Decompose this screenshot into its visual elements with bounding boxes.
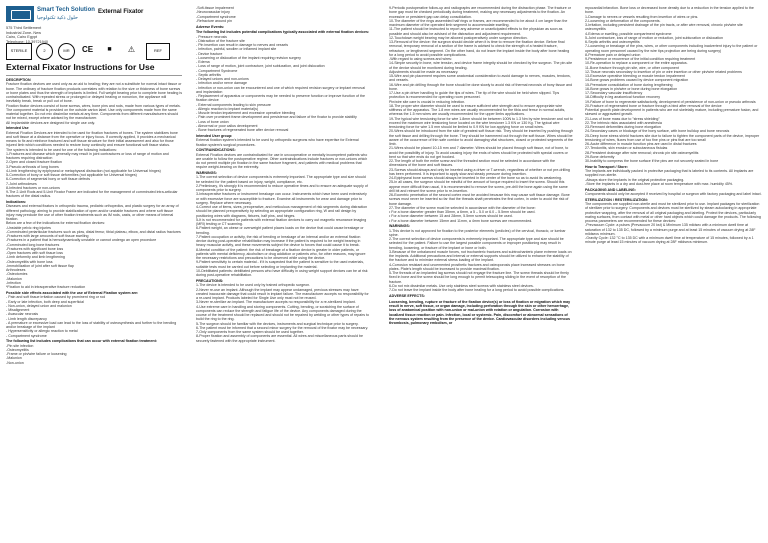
label-symbols	[6, 43, 182, 59]
paragraph: -Always store the implants in the original protective packaging.	[585, 177, 685, 182]
paragraph: 16-Wire and pin drilling through the bone should be done slowly to avoid risk of thermal necrosis of bony tissue and bone.	[389, 82, 573, 91]
divider	[6, 75, 182, 76]
paragraph: 5-The threads of an implanted lag screws should not engage the fracture line. The screw threads should be firmly fixed in bone and the screw should be long enough to permit telescoping sliding in the event of resorption of the fracture.	[389, 271, 570, 284]
paragraph: Fixation fixator devices consist of bone screws, wires, bone pins and rods, made from various types of metals. The component material is provided on the outside carton label. Use only components made from the same material together. Do not mix dissimilar metals at any time. Components from different manufacturers should not be mixed, except where advised by the manufacturer.	[6, 103, 182, 121]
paragraph: The components are supplied non-sterile and must be sterilized prior to use. Implant packages for sterilization of sterilizer prior to surgery. Components and devices must be sterilized by steam autoclaving in appropriate protective wrapping, after the removal of all original packaging and labeling. Protect the devices, particularly mating surfaces, from contact with metal or other hard objects which could damage the products. The following process parameters are recommended for these devices:	[585, 202, 762, 224]
paragraph: myocardial infarction. Bone loss or decreased bone density due to a reduction in the tension applied to the bone.	[585, 6, 755, 15]
paragraph: -Frame or pin/wire failure or loosening	[6, 352, 67, 357]
document-title: External Fixator Instructions for Use	[6, 62, 155, 72]
section-heading: How to Transport / Store:	[585, 164, 628, 169]
paragraph: -Limb deformity and limb lengthening	[6, 255, 65, 260]
paragraph: External Fixation devices are contraindicated for use in uncooperative or mentally incompetent patients who are unable to follow the postoperative regime. Other contraindications include fractures or non-unions which do not permit multiple pin fixation in the same fracture fragment, and patients with medical problems that require weight-bearing on the extremity.	[196, 152, 369, 170]
document-header	[6, 6, 182, 60]
section-heading: PACKAGING AND LABELING:	[585, 187, 636, 192]
paragraph: 6-The patient must be informed that a second minor surgery for the removal of the fixator may be necessary.	[196, 325, 369, 330]
paragraph: 3-Intraoperative fractures or instrument breakage can occur. Instruments which have been used extensively or with excessive force are susceptible to fracture. Examine all instruments for wear and damage prior to surgery. Replace where necessary.	[196, 192, 368, 205]
paragraph: 19-Failure of bone to regenerate satisfactorily, development of persistence of non-union or pseudo arthrosis	[585, 99, 756, 104]
section-heading: WARNINGS:	[389, 224, 410, 229]
paragraph: 18-Difficulty in leg anatomical function recovery	[585, 95, 661, 100]
paragraph: 4-Limb lengthening by epiphyseal or metaphyseal distraction (not applicable for Universal hinges)	[6, 168, 161, 173]
paragraph: -Fractures with significant bone loss	[6, 246, 64, 251]
mr-unsafe-symbol-icon: MR	[58, 43, 75, 60]
paragraph: 20-Wires should be introduced from the side of greatest soft tissue risk. They should be inserted by pushing through the soft tissue and drilling through the bone. They should be hammered out through the soft tissue. Wires should be aware of the occurrence of thin safe corridor to avoid damaging vital structures, closed or protected segments of the limb.	[389, 129, 575, 146]
paragraph: - Pin insertion can result in damage to nerves and vessels	[196, 43, 289, 48]
paragraph: 15-Premature consolidation of bone during lengthening	[585, 82, 673, 87]
paragraph: 7-Patient occupation or activity, the risk of bending or breakage of an internal and/or an external fixation device during post-operative rehabilitation may increase if the patient is required to be weight bearing in heavy muscular activity, and these movements subject the device to forces that could cause it to break.	[196, 234, 362, 248]
paragraph: - Pain over prominent frame development and persistence and failure of the fixator to provide stability	[196, 115, 357, 120]
paragraph: 26-Eccentric penetration of the second cortex must be avoided because this may cause soft tissue damage. Bone screws must never be inserted so far that the threads shaft penetrates the first cortex, in order to avoid the risk of bone damage.	[389, 193, 571, 206]
paragraph: -Non-union	[6, 360, 24, 365]
ref-symbol-icon: REF	[146, 43, 170, 60]
paragraph: -Infection	[6, 280, 21, 285]
paragraph: - A premature or excessive load can lead to the loss of stability of osteosynthesis and further to the bending and/or breakage of the implant	[6, 320, 178, 330]
paragraph: -Osteotomies	[6, 272, 28, 277]
section-heading: DESCRIPTION	[6, 78, 31, 82]
paragraph: The implants are individually packed in protective packaging that is labeled to its contents. All implants are supplied non-sterile.	[585, 169, 755, 178]
paragraph: -Neurovascular injury	[196, 10, 230, 15]
paragraph: External Fixation Devices are intended to be used for fixation fractures of bones. The system stabilizes bone and soft tissue at a distance from the operative or injury focus. If correctly applied, it provides a mechanical means to fix and reinforce fractured and soft tissue structure for their initial assessment and also for those injured limb which conditions needed to restore bony continuity and ensure functional soft tissue status.	[6, 130, 179, 148]
paragraph: 14-Simple security in bone, wire tension, and device frame integrity should be checked by the surgeon. The pin-site of the device should be monitored during healing.	[389, 61, 574, 70]
paragraph: -Compartment syndrome	[196, 14, 236, 19]
paragraph: 10-Re-operation to replace a component or the entire apparatus.	[585, 61, 688, 66]
section-heading: Intended Use	[6, 126, 29, 131]
paragraph: Fracture fixation devices are used only as an aid to healing; they are not a substitute for normal intact tissue or bone. The ordinary of fracture fixation products correlates with relation to the size or thickness of bone screws or bone plates and thus the strength of implants is limited. Full weight bearing prior to complete bone healing is contraindicated. With repeated stress or prolonged or delayed healing or nonunion, the appliance will inevitably break, break or pull out of bone.	[6, 82, 183, 104]
paragraph: 22-The length of both the entire screw and the threaded section must be selected in accordance with the dimensions of the bone and soft tissues.	[389, 159, 557, 168]
paragraph: All implantable devices are designed for single use only.	[6, 120, 96, 125]
paragraph: 4-Use extreme care in handling and storing components. Cutting, bending, or scratching the surface of components can reduce the strength and fatigue life of the device. Any components damaged during the course of the treatment should be replaced and should not be repaired by welding or other types of repairs to build the ring to the ring.	[196, 304, 371, 322]
paragraph: 9-Patient sensitivity to certain material - if it is suspected that the patient is sensitive to the used materials, suitable tests must be carried out before selecting or implanting the material.	[196, 260, 365, 269]
paragraph: 18-The proper wire diameter should be used to ensure sufficient wire strength and to ensure appropriate wire stiffness of the apparatus. The 1.8 mm wires are usually recommended for the tibia and femur in normal adults, whereas the 1.5 mm wires are usually recommended for the upper limbs applications.	[389, 103, 567, 117]
paragraph: 29-Bone deformity	[585, 154, 615, 159]
address-line: 575 Third Settlement	[6, 26, 42, 30]
paragraph: 2-Open and closed fracture fixation	[6, 160, 62, 165]
paragraph: 25-In all cases, the surgeon should be mindful of the amount of torque required to insert the screw. Should this appear more difficult than usual, it is recommended to remove the screw, pre-drill the bone again using the same drill bit and reinsert the screw prior to re-insertion.	[389, 180, 569, 193]
paragraph: 27-The diameter of the screw must be selected in accordance with the diameter of the bone:	[389, 205, 536, 210]
section-heading: Indications:	[6, 200, 27, 205]
paragraph: 16-Bone grows in pin/wire or bone during bone elongation	[585, 86, 678, 91]
paragraph: Potential growth plate development in patients who are not skeletally mature, including premature fusion, and skewed or aggravated growth.	[585, 108, 760, 117]
paragraph: 19-The typical wire tensioning force for wire 1.8mm should be between 100N to 1.3 Nm by wire tensioner and not to exceed the maximum wire tensioning force located on the wire tensioner 1.3 KN or 130 Kg. The typical wire tensioning force for wire 1.5 mm should be limited to 0.9 KN for low applying force on small wires.	[389, 116, 574, 129]
paragraph: -Comminuted periarticular fractures such as plow, distal femur, tibial plateau, elbow, and distal radius fractures	[6, 229, 181, 234]
paragraph: 4-Correct use of items, sizes, preoperative, and meticulous management of risk segments during distraction should be planned preoperatively by selecting an appropriate configuration ring, W and rail design by positioning wires with diagrams, fixtures, half pins, and hinges.	[196, 205, 369, 218]
paragraph: 5-It is not recommended for patients with external fixation devices to carry out magnetic resonance imaging (MRI) testing or CT scanning.	[196, 217, 368, 227]
paragraph: - Infection or non-union can be encountered and one of which required revision surgery or implant removal and implantation	[196, 85, 367, 94]
paragraph: Arthrodeses	[6, 268, 26, 273]
paragraph: 14-Bone grows problems caused by device component migration	[585, 78, 689, 83]
paragraph: 2-Preliminary, it's strongly it is recommended to reduce operative times and to ensure an adequate supply of components prior to surgery.	[196, 183, 369, 193]
paragraph: - Device fracture	[196, 51, 223, 56]
paragraph: 7-Do not leave the implant inside the body after bone healing for a long period to avoid possible complications.	[389, 288, 565, 293]
section-heading: STERILIZATION / RESTERILIZATION:	[585, 197, 648, 202]
paragraph: Adjustments should be made as necessary.	[389, 69, 459, 74]
column-2	[196, 6, 370, 540]
paragraph: - Abnormal or poor callus development	[196, 123, 258, 128]
paragraph: - Pressure necrosis	[196, 34, 227, 39]
paragraph: - Edema	[196, 60, 210, 65]
section-heading: ADVERSE EFFECTS:	[389, 293, 425, 298]
column-3	[389, 6, 574, 540]
paragraph: 4-Edema or swelling, possible compartment syndrome	[585, 31, 672, 36]
section-heading: PRECAUTIONS:	[196, 279, 224, 284]
paragraph: 17-Secondary vascular insufficiency	[585, 91, 643, 95]
paragraph: - Allergic reaction to implant material(s)	[196, 106, 259, 111]
company-name-arabic: حلول ذكية تكنولوجيا	[37, 15, 79, 21]
paragraph: -Fractures in a patient that is hemodynamically unstable or cannot undergo an open procedure	[6, 238, 157, 243]
section-heading: The following list includes complications that can occur with external fixation treatment:	[6, 339, 157, 344]
paragraph: - Non-union, delayed union and malunion	[6, 303, 72, 308]
paragraph: -Soft-tissue impalement	[196, 6, 234, 10]
caution-icon: ⚠	[127, 45, 136, 55]
paragraph: 30-Inability to compress the bone surface if the pins are not securely seated in bone	[585, 159, 719, 163]
paragraph: - Avascular necrosis	[6, 312, 39, 317]
paragraph: - Early or late infection, both deep and superficial	[6, 299, 84, 304]
paragraph: 8-Proper fixation and assembly of components are essential. All wires and miscellaneous parts should be securely fastened with the appropriate instrument.	[196, 334, 364, 343]
section-heading: WARNINGS:	[196, 171, 217, 176]
paragraph: 7-Joint arthrodeses	[6, 181, 37, 186]
paragraph: 23-Screws should always and only be inserted using a driver or T-wrench, regardless of whether or not pre-drilling has been performed. It is important to apply slow and steady pressure during insertion.	[389, 167, 571, 176]
paragraph: 5-The surgeon should be familiar with the devices, instruments and surgical technique prior to surgery.	[196, 321, 359, 326]
paragraph: - Delayed unions and non-unions	[196, 77, 249, 82]
paragraph: 20-Fracture of regenerated bone or fracture through a bind after removal of the device	[585, 103, 722, 108]
paragraph: 21-Loss of bone mass due to "stress shielding"	[585, 116, 660, 121]
paragraph: 13-Excessive operative bleeding or muscle tendon impalement	[585, 74, 685, 78]
paragraph: The system is intended to be used for one of the following indications:	[6, 147, 117, 152]
paragraph: 9-Periodic postoperative follow-up and radiographs are recommended during the distraction phase. The fracture or bone gap must be checked periodically during treatment, making any necessary adjustments to the fixation. An excessive or persistent gap can delay consolidation.	[389, 6, 572, 19]
paragraph: 3-Pseudo arthrosis of long bones	[6, 164, 59, 169]
paragraph: 12-Tissue necrosis secondary to insertion of pin or wire insertion or other pin/wire related problems	[585, 69, 742, 74]
paragraph: - Hypersensitivity or allergic reaction to metal	[6, 329, 78, 334]
paragraph: 1-This device is not approved for fixation to the posterior elements (pedicles) of the cervical, thoracic, or lumbar spine.	[389, 228, 567, 237]
paragraph: - Loosening or dislocation of the implant requiring revision surgery	[196, 55, 301, 60]
paragraph: 8-Premature pain or delayed union	[585, 52, 641, 57]
paragraph: - Loss of range of motion, joint contracture, joint subluxation, and joint dislocation	[196, 64, 325, 69]
paragraph: External fixation system's intended to be used by orthopedic surgeons who have expertise for External fixation system's surgical procedures.	[196, 138, 360, 147]
paragraph: 2-The correct selection of device components is extremely important. The appropriate type and size should be selected for the patient. Failure to use the largest possible components or improper positioning may result in bending, loosening, or fracture of the implant or bone or both.	[389, 237, 565, 250]
paragraph: 1-The correct selection of device components is extremely important. The appropriate type and size should be selected for the patient based on injury, weight, compliance, etc.	[196, 175, 367, 184]
paragraph: -Refracture around pin	[196, 18, 232, 23]
address-line: Industrial Zone- New	[6, 30, 42, 35]
paragraph: - Loss of bone union	[196, 119, 229, 124]
paragraph: 6-Correction of segmental bony or soft tissue defects	[6, 177, 91, 182]
paragraph: 2-Loosening or deformation of the components.	[585, 18, 661, 23]
paragraph: 9-Persistence or recurrence of the initial condition requiring treatment	[585, 57, 696, 61]
paragraph: - Replacement of apparatus or components may be needed to preserve function or improve function of the fixation device	[196, 94, 367, 103]
paragraph: 11-The patient should be instructed to report any adverse or unanticipated effects to the physician as soon as possible and should also be advised of the distraction and adjustment requirement.	[389, 27, 564, 36]
paragraph: 9-The 2-Unit Rods and 5-Unit Fixator Frame are indicated for the management of comminuted intra-articular fractures of the distal radius.	[6, 190, 179, 199]
paragraph: *Fixation to aid in intraoperative fracture reduction	[6, 285, 86, 290]
section-heading: The following list includes potential complications typically associated with external fixation devices:	[196, 30, 370, 35]
paragraph: 1-Damage to nerves or vessels resulting from insertion of wires or pins.	[585, 14, 699, 19]
section-heading: Possible side effects associated with the use of External Fixation system are:	[6, 291, 139, 296]
paragraph: 2-Never re-use an implant. Although the implant may appear undamaged, previous stresses may have created inaccurate damage that could result in implant failure. The manufacturer accepts no responsibility for a re-used implant. Products labeled for Single Use only must not be reused.	[196, 287, 370, 301]
paragraph: 28-Persistent drainage after wire removal; chronic pin site osteomyelitis	[585, 150, 699, 155]
company-logo-icon	[6, 6, 34, 22]
sterile-symbol-icon: STERILE	[6, 43, 32, 60]
paragraph: 15-Wire and pin placement requires some anatomical consideration to avoid damage to nerves, muscles, tendons, and vessels.	[389, 74, 572, 83]
paragraph: - Infection, painful, swollen or inflamed implant site	[196, 47, 277, 52]
company-name: Smart Tech Solution	[37, 7, 95, 13]
paragraph: 3-Never re-sterilize an implant. The manufacturer accepts no responsibility for a re-sterilized implant.	[196, 300, 356, 305]
paragraph: - Bone fractures of regenerated bone after device removal	[196, 128, 289, 133]
paragraph: 3-Because of the unbalanced muscle forces, not trochanteric fractures and subtrochanteric plane extreme loads on the implants. Additional precautions and internal or external supports should be utilized to enhance the stability of the fracture and to minimize external stress loading of the implant.	[389, 249, 573, 263]
paragraph: -Malunion	[6, 356, 22, 361]
paragraph: -Fractures with large amounts of soft tissue swelling	[6, 234, 89, 239]
paragraph: -Store the implants in a dry and dust-free place at room temperature with max. humidity 45%.	[585, 181, 734, 186]
paragraph: - Limb length discrepancy	[6, 316, 47, 321]
paragraph: 8-Infected fractures or non-unions	[6, 185, 60, 190]
paragraph: - Infection and/or nerve damage	[196, 81, 247, 86]
paragraph: - Compartment syndrome	[6, 333, 47, 338]
paragraph: - Septic arthritis	[196, 72, 221, 77]
paragraph: 27-Tendonitis, skin erosion or subcutaneous fistulas	[585, 146, 668, 151]
paragraph: 7-Only components from the same system should be used together.	[196, 330, 304, 335]
paragraph: Pin/wire site care is crucial in reducing infection.	[389, 99, 466, 104]
paragraph: 22-The intrinsic risks associated with anesthesia	[585, 120, 662, 125]
paragraph: Diseases and external fixators in orthopedic trauma, pediatric orthopedics, and plastic surgery for an array of different pathology, aiming to provide stabilization of open and/or unstable fractures and where soft tissue injury may preclude the use of other fixation treatments such as IM rods, casts, or other means of internal fixation.	[6, 204, 180, 222]
paragraph: 6-Patient weight, an obese or overweight patient places loads on the device that could cause breakage or bending.	[196, 226, 365, 235]
paragraph: 4-Corrosion resistant and uncemented prosthetic fractures and osteoporosis place increased stresses on bone plates. Plate's length should be increased to provide maximal fixation.	[389, 262, 566, 271]
paragraph: - Pain and soft tissue irritation caused by prominent ring or rod	[6, 295, 106, 300]
paragraph: 6-Do not mix dissimilar metals. Use only stainless steel screws with stainless steel devices.	[389, 283, 534, 288]
paragraph: 24-Secondary cases or blockage of the bony surface, with bone buildup and bone necrosis	[585, 129, 730, 134]
paragraph: -Unstable pelvic ring injuries	[6, 225, 51, 230]
column-4	[585, 6, 763, 540]
single-use-symbol-icon: 2	[36, 43, 53, 60]
product-name: External Fixator	[98, 9, 144, 15]
paragraph: 1-Fractures and disease which generally may result in joint contractures or loss of range of motion and fractures requiring distraction	[6, 151, 170, 161]
section-heading: Loosening, bending, rupture or fracture of the fixation device(s) or loss of fixation or migration which may result in nerve, soft tissue, or organ damage, including perforation through the skin or other hemorrhage, loss of anatomical position with non-union or mal-union with rotation or angulation. Corrosion with localized tissue reaction or pain. Infection, local or systemic. Pain, discomfort or abnormal sensations of the nervous system resulting from the presence of the device. Cardiovascular disorders including venous thrombosis, pulmonary embolism, or	[389, 299, 572, 326]
paragraph: -Gravity Cycle: 132 °C to 135 DC with a minimum dwell time at temperature of 15 minutes, followed by a 1 minute purge at least 15 minutes of vacuum drying at 28F mildsecs minimum.	[585, 236, 755, 245]
paragraph: 25-Deep bone stress shield fractures site due to failure to tighten the component parts of the device, improper tensioning of wires, fluxes from use of too fine pins or pins that are too small	[585, 133, 761, 142]
paragraph: - Compartment Syndrome	[196, 68, 238, 73]
column-1-text	[6, 78, 182, 365]
manufacturer-icon: ■	[107, 46, 112, 54]
paragraph: 5-Joint contracture, loss of range of motion or reduction, joint subluxation or dislocation	[585, 35, 724, 40]
paragraph: 7-Loosening or breakage of the pins, wires, or other components including inadvertent injury to the patient or operating room personnel caused by the wire tips projection are being during surgery)	[585, 44, 759, 53]
paragraph: -Malunion	[6, 276, 22, 281]
address-line: Telephone: 10-39721940	[6, 39, 49, 44]
paragraph: 10-The diameter of the rings assembled half rings or frames, are recommended to be about 4 cm larger than the maximum diameter of the operated limb segment to accommodate swelling.	[389, 18, 569, 27]
section-heading: Intended User group:	[196, 134, 233, 139]
paragraph: - External components leading to skin pressure	[196, 102, 271, 107]
paragraph: 23-Remnant deformities during bone elongation	[585, 125, 661, 129]
paragraph: -Osteomyelitis	[6, 347, 29, 352]
paragraph: 26-Acute difference in muscle function pins are used in distal fractures	[585, 142, 697, 146]
paragraph: Components should only be accepted if received by hospital or surgeon with factory packaging and label intact.	[585, 191, 762, 196]
paragraph: 13-Removal of the device: the surgeon should decide when it is time to remove the fixation device. Before final removal, temporary removal of a section of the frame is advised to check the strength of a healed fracture, refracture, or lengthened segment. On the other hand, do not leave the implant inside the body after bone healing for a long period to avoid possible complications.	[389, 40, 571, 57]
paragraph: 8-Mental condition of the patient: the risk of breakage of a fixation device is greater in older patients, or patients with mental deficiency, alcoholism or drug addiction or patients who, for other reasons, may ignore the necessary restrictions and precautions to be observed while using the device.	[196, 247, 367, 261]
paragraph: 6-Septic arthritis and osteomyelitis	[585, 40, 640, 44]
paragraph: 21-Wires should be placed 10-15 mm and 7 diameter. Wires should be placed through soft tissue, not of bone, to avoid the possibility of injury. To avoid causing injury the ends of wires should be protected with special covers or bent so that wire ends do not get hooked.	[389, 146, 570, 159]
paragraph: - Muscle tendon impalement and excessive operative bleeding	[196, 111, 296, 116]
paragraph: 24-Epiphyseal bone screws should always be inserted in the center of the bone so as to avoid its weakening.	[389, 176, 563, 180]
paragraph: 3-Irritation, including persistent drainage of the pin tracts, or after wire removal, chronic pin/wire site osteomyelitis	[585, 23, 744, 32]
paragraph: 11-Bone fracture through pin site, wire, or other component	[585, 65, 679, 70]
paragraph: 12-Touchdown weight bearing may be allowed postoperatively under surgeon direction.	[389, 35, 528, 40]
paragraph: -Comminuted long bone fractures	[6, 242, 60, 247]
paragraph: -Prevacuum Cycle: a pulses (Prevacuum 20 kst) & Minimum 135 mildsec with a minimum dwell time at saturation of 132 to 135 DC, followed by a minimum purge and at least 15 minutes of vacuum drying at 28F mildsecs minimum.	[585, 223, 757, 236]
paragraph: -With regard to using screws and wires:	[389, 57, 452, 61]
section-heading: CONTRAINDICATIONS:	[196, 148, 236, 153]
ce-mark-icon: CE	[81, 45, 94, 55]
paragraph: - Misalignment	[6, 308, 30, 313]
paragraph: -Osteomyelitis with bone loss	[6, 259, 53, 264]
paragraph: -Immobilization of joint after soft tissue flap	[6, 263, 74, 268]
paragraph: -Pin site infection	[6, 343, 34, 348]
address-line: Cairo, Cairo Egypt	[6, 35, 38, 40]
paragraph: • For a bone diameter greater than 35mm, a 6mm, a 5 – 5.0 or 6.0 – 5.5mm should be used.	[389, 210, 536, 214]
paragraph: - Distraction of the fracture site	[196, 38, 245, 43]
paragraph: 1-The device is intended to be used only by trained orthopedic surgeon.	[196, 283, 311, 288]
paragraph: • For a bone diameter between 15 and 28mm, 5.5mm screws should be used.	[389, 214, 513, 219]
paragraph: 10-Debilitated patients: debilitated persons who have difficulty in using weight support devices can be at risk during post-operative rehabilitation.	[196, 268, 369, 278]
column-1	[6, 6, 182, 540]
paragraph: -Open fractures with soft tissue loss	[6, 251, 63, 256]
paragraph: 17-Use a pin driver handling to guide the tips of wires. The tip of the wire should be held when slipped. Tips protection is recommended for operating room personnel.	[389, 91, 561, 100]
paragraph: Below are a few of the indications for external fixation devices:	[6, 221, 106, 226]
paragraph: 5-Correction of bony or soft tissue deformities (not applicable for Universal hinges)	[6, 173, 137, 178]
section-heading: Adverse Events:	[196, 24, 225, 29]
paragraph: • For a bone diameter between 15mm and 11mm, a 4mm bone screws are recommended.	[389, 218, 533, 223]
company-address	[6, 26, 48, 44]
